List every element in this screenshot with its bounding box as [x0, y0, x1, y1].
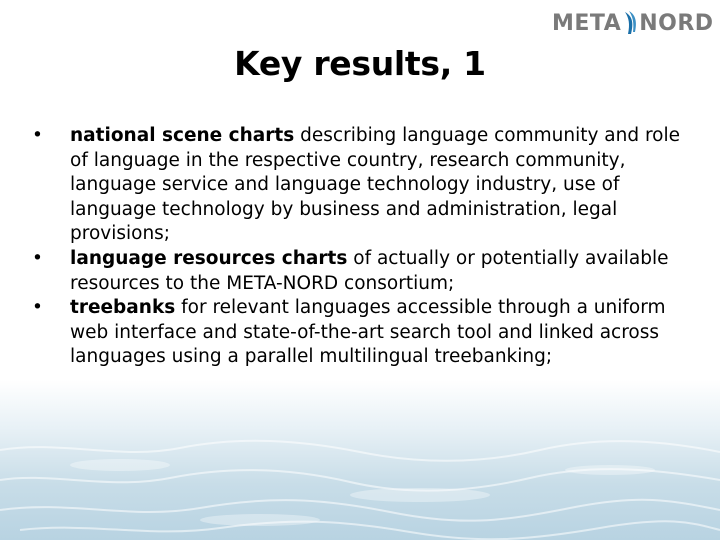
bullet-item	[32, 296, 692, 370]
logo-text-left: META	[552, 10, 622, 36]
bullet-bold-term: treebanks	[70, 297, 176, 319]
bullet-bold-term: language resources charts	[70, 247, 348, 269]
logo-text-right: NORD	[639, 10, 714, 36]
bullet-marker: •	[32, 247, 43, 269]
wave-icon	[622, 10, 638, 36]
bullet-marker: •	[32, 125, 43, 146]
water-background	[0, 380, 720, 540]
meta-nord-logo	[552, 8, 712, 38]
bullet-text: describing language community and role of language in the respective country, research community, language service and language technology industry, use of language technology by business and administration, legal provisions;	[70, 125, 681, 245]
bullet-list	[32, 124, 692, 370]
bullet-text: for relevant languages accessible through a uniform web interface and state-of-the-art search tool and linked across languages using a parallel multilingual treebanking;	[70, 297, 666, 368]
water-ripples	[0, 380, 720, 540]
bullet-item	[32, 247, 692, 296]
bullet-item	[32, 124, 692, 247]
bullet-bold-term: national scene charts	[70, 125, 295, 146]
bullet-text: of actually or potentially available resources to the META-NORD consortium;	[70, 247, 669, 294]
slide-title: Key results, 1	[234, 44, 486, 83]
bullet-marker: •	[32, 297, 43, 319]
